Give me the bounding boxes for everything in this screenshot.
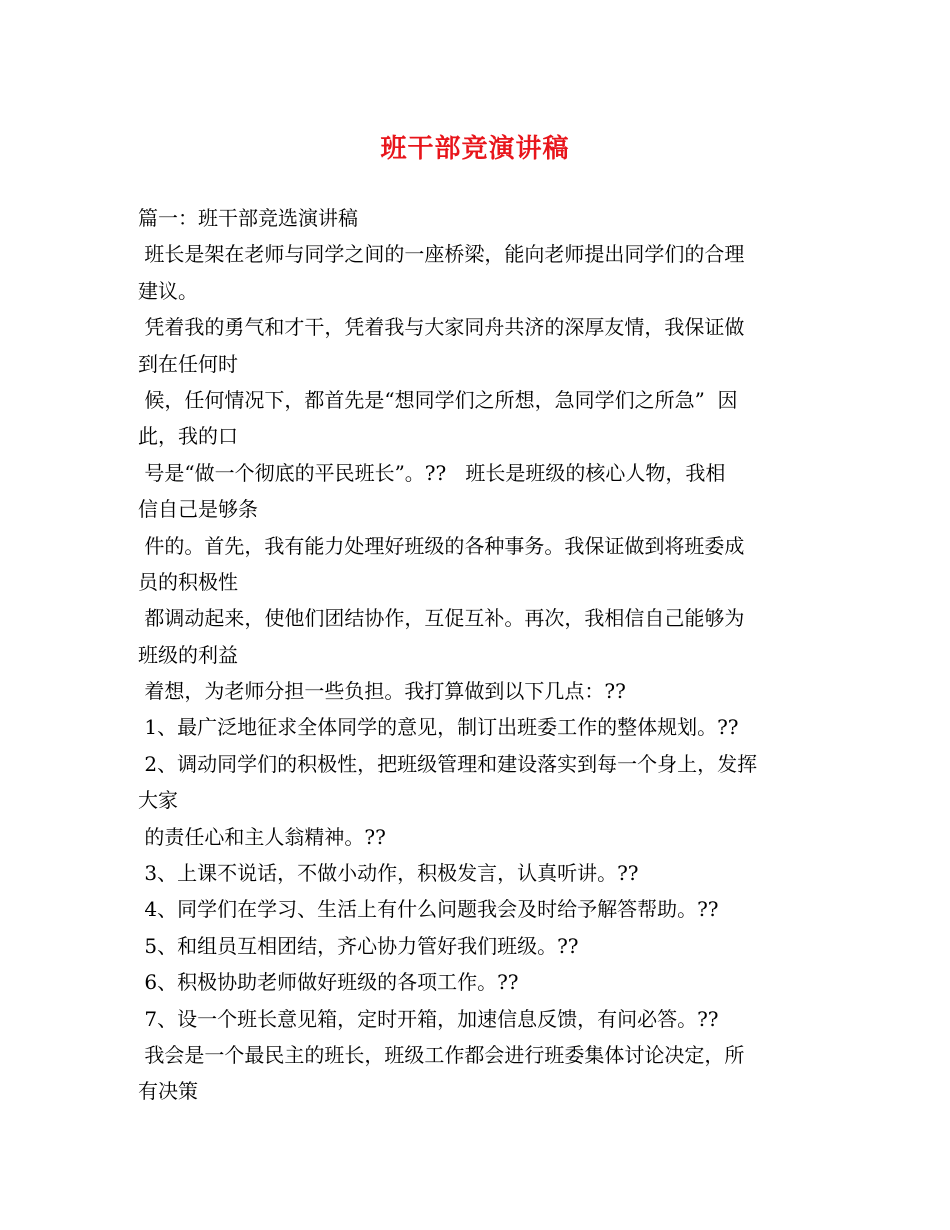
text-line: 3、上课不说话，不做小动作，积极发言，认真听讲。?? [138, 861, 639, 886]
text-line: 1、最广泛地征求全体同学的意见，制订出班委工作的整体规划。?? [138, 715, 739, 740]
text-line: 号是“做一个彻底的平民班长”。?? 班长是班级的核心人物，我相 [138, 460, 726, 485]
text-line: 2、调动同学们的积极性，把班级管理和建设落实到每一个身上，发挥 [138, 751, 758, 776]
text-line: 篇一：班干部竞选演讲稿 [138, 206, 358, 230]
text-line: 7、设一个班长意见箱，定时开箱，加速信息反馈，有问必答。?? [138, 1006, 719, 1031]
text-line: 我会是一个最民主的班长，班级工作都会进行班委集体讨论决定，所 [138, 1042, 745, 1067]
text-line: 候，任何情况下，都首先是“想同学们之所想，急同学们之所急” 因 [138, 387, 738, 412]
text-line: 6、积极协助老师做好班级的各项工作。?? [138, 970, 519, 995]
document-title: 班干部竞演讲稿 [380, 134, 570, 164]
text-line: 的责任心和主人翁精神。?? [138, 824, 386, 849]
text-line: 此，我的口 [138, 424, 238, 449]
text-line: 大家 [138, 788, 178, 813]
text-line: 信自己是够条 [138, 497, 258, 522]
document-body [138, 200, 818, 1110]
text-line: 班长是架在老师与同学之间的一座桥梁，能向老师提出同学们的合理 [138, 242, 745, 267]
text-line: 到在任何时 [138, 351, 238, 376]
text-line: 5、和组员互相团结，齐心协力管好我们班级。?? [138, 933, 579, 958]
text-line: 4、同学们在学习、生活上有什么问题我会及时给予解答帮助。?? [138, 897, 719, 922]
text-line: 有决策 [138, 1079, 198, 1104]
text-line: 建议。 [138, 278, 198, 303]
text-line: 员的积极性 [138, 569, 238, 594]
text-line: 件的。首先，我有能力处理好班级的各种事务。我保证做到将班委成 [138, 533, 745, 558]
text-line: 着想，为老师分担一些负担。我打算做到以下几点：?? [138, 679, 626, 704]
text-line: 班级的利益 [138, 642, 238, 667]
text-line: 凭着我的勇气和才干，凭着我与大家同舟共济的深厚友情，我保证做 [138, 315, 745, 340]
text-line: 都调动起来，使他们团结协作，互促互补。再次，我相信自己能够为 [138, 606, 745, 631]
